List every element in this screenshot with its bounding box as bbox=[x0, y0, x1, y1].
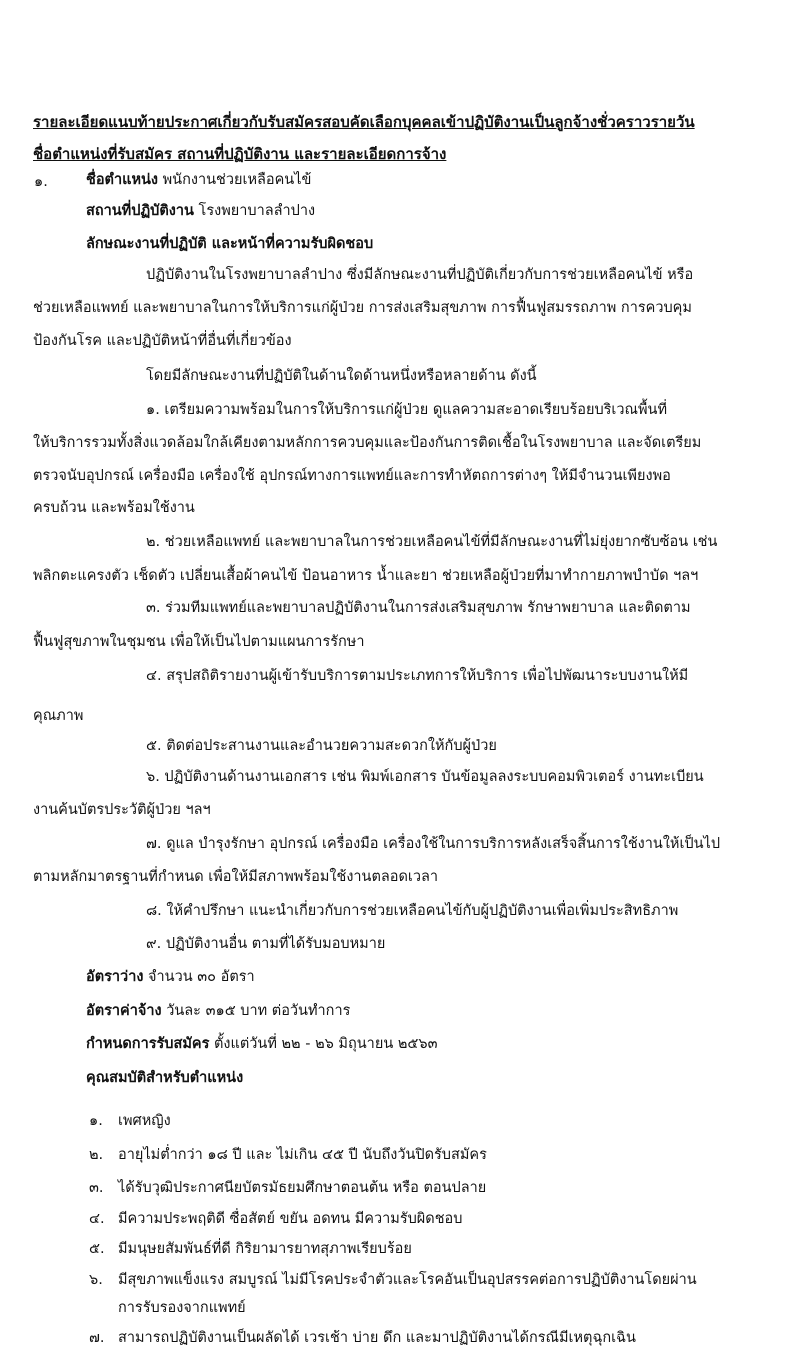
duties-heading: ลักษณะงานที่ปฏิบัติ และหน้าที่ความรับผิดชอบ bbox=[86, 236, 374, 252]
qualification-text: ได้รับวุฒิประกาศนียบัตรมัธยมศึกษาตอนต้น หรือ ตอนปลาย bbox=[118, 1180, 487, 1196]
duty-line: ๒. ช่วยเหลือแพทย์ และพยาบาลในการช่วยเหลือคนไข้ที่มีลักษณะงานที่ไม่ยุ่งยากซับซ้อน เช่น bbox=[146, 534, 718, 550]
qualification-number: ๖. bbox=[89, 1272, 103, 1288]
qualification-number: ๗. bbox=[89, 1330, 105, 1346]
duty-line: ๘. ให้คำปรึกษา แนะนำเกี่ยวกับการช่วยเหลือคนไข้กับผู้ปฏิบัติงานเพื่อเพิ่มประสิทธิภาพ bbox=[146, 903, 679, 919]
duty-line: ตามหลักมาตรฐานที่กำหนด เพื่อให้มีสภาพพร้อมใช้งานตลอดเวลา bbox=[33, 869, 439, 885]
qualifications-heading: คุณสมบัติสำหรับตำแหน่ง bbox=[86, 1070, 244, 1086]
header-line-1: รายละเอียดแนบท้ายประกาศเกี่ยวกับรับสมัครสอบคัดเลือกบุคคลเข้าปฏิบัติงานเป็นลูกจ้างชั่วคราวรายวัน bbox=[33, 113, 695, 131]
header-line-2: ชื่อตำแหน่งที่รับสมัคร สถานที่ปฏิบัติงาน และรายละเอียดการจ้าง bbox=[33, 145, 447, 163]
duty-line: ๕. ติดต่อประสานงานและอำนวยความสะดวกให้กับผู้ป่วย bbox=[146, 738, 497, 754]
duty-line: ๔. สรุปสถิติรายงานผู้เข้ารับบริการตามประเภทการให้บริการ เพื่อไปพัฒนาระบบงานให้มี bbox=[146, 668, 689, 684]
location-line bbox=[86, 200, 315, 222]
section-number: ๑. bbox=[34, 174, 48, 190]
intro-line: ป้องกันโรค และปฏิบัติหน้าที่อื่นที่เกี่ยวข้อง bbox=[33, 333, 292, 349]
duty-line: ๙. ปฏิบัติงานอื่น ตามที่ได้รับมอบหมาย bbox=[146, 936, 386, 952]
duty-line: ๗. ดูแล บำรุงรักษา อุปกรณ์ เครื่องมือ เครื่องใช้ในการบริการหลังเสร็จสิ้นการใช้งานให้เป็นไป bbox=[146, 836, 721, 852]
apply-label: กำหนดการรับสมัคร bbox=[86, 1036, 210, 1052]
location-value: โรงพยาบาลลำปาง bbox=[198, 203, 316, 219]
apply-line bbox=[86, 1033, 438, 1055]
qualification-number: ๓. bbox=[89, 1180, 104, 1196]
duties-intro: โดยมีลักษณะงานที่ปฏิบัติในด้านใดด้านหนึ่งหรือหลายด้าน ดังนี้ bbox=[146, 368, 537, 384]
qualification-text: มีสุขภาพแข็งแรง สมบูรณ์ ไม่มีโรคประจำตัวและโรคอันเป็นอุปสรรคต่อการปฏิบัติงานโดยผ่าน bbox=[118, 1272, 697, 1288]
position-label: ชื่อตำแหน่ง bbox=[86, 172, 159, 188]
duty-line: ให้บริการรวมทั้งสิ่งแวดล้อมใกล้เคียงตามหลักการควบคุมและป้องกันการติดเชื้อในโรงพยาบาล และจัดเตรียม bbox=[33, 435, 702, 451]
vacancy-label: อัตราว่าง bbox=[86, 969, 144, 985]
intro-line: ปฏิบัติงานในโรงพยาบาลลำปาง ซึ่งมีลักษณะงานที่ปฏิบัติเกี่ยวกับการช่วยเหลือคนไข้ หรือ bbox=[146, 267, 694, 283]
qualification-number: ๒. bbox=[89, 1147, 104, 1163]
duty-line: ตรวจนับอุปกรณ์ เครื่องมือ เครื่องใช้ อุปกรณ์ทางการแพทย์และการทำหัตถการต่างๆ ให้มีจำนวนเพียงพอ bbox=[33, 468, 671, 484]
qualification-text: สามารถปฏิบัติงานเป็นผลัดได้ เวรเช้า บ่าย ดึก และมาปฏิบัติงานได้กรณีมีเหตุฉุกเฉิน bbox=[118, 1330, 636, 1346]
location-label: สถานที่ปฏิบัติงาน bbox=[86, 203, 194, 219]
qualification-number: ๑. bbox=[89, 1113, 103, 1129]
position-line bbox=[86, 169, 311, 191]
duty-line: ๖. ปฏิบัติงานด้านงานเอกสาร เช่น พิมพ์เอกสาร บันข้อมูลลงระบบคอมพิวเตอร์ งานทะเบียน bbox=[146, 769, 704, 785]
duty-line: ครบถ้วน และพร้อมใช้งาน bbox=[33, 500, 195, 516]
qualification-text: เพศหญิง bbox=[118, 1113, 171, 1129]
duty-line: ๑. เตรียมความพร้อมในการให้บริการแก่ผู้ป่วย ดูแลความสะอาดเรียบร้อยบริเวณพื้นที่ bbox=[146, 402, 668, 418]
duty-line: งานค้นบัตรประวัติผู้ป่วย ฯลฯ bbox=[33, 802, 211, 818]
qualification-text: อายุไม่ต่ำกว่า ๑๘ ปี และ ไม่เกิน ๔๕ ปี นับถึงวันปิดรับสมัคร bbox=[118, 1147, 487, 1163]
wage-label: อัตราค่าจ้าง bbox=[86, 1003, 162, 1019]
wage-value: วันละ ๓๑๕ บาท ต่อวันทำการ bbox=[166, 1003, 351, 1019]
qualification-number: ๕. bbox=[89, 1241, 105, 1257]
vacancy-line bbox=[86, 966, 255, 988]
intro-line: ช่วยเหลือแพทย์ และพยาบาลในการให้บริการแก่ผู้ป่วย การส่งเสริมสุขภาพ การฟื้นฟูสมรรถภาพ การควบคุม bbox=[33, 300, 692, 316]
qualification-text: การรับรองจากแพทย์ bbox=[118, 1300, 246, 1316]
duty-line: คุณภาพ bbox=[33, 708, 84, 724]
qualification-text: มีมนุษยสัมพันธ์ที่ดี กิริยามารยาทสุภาพเรียบร้อย bbox=[118, 1241, 412, 1257]
duty-line: ๓. ร่วมทีมแพทย์และพยาบาลปฏิบัติงานในการส่งเสริมสุขภาพ รักษาพยาบาล และติดตาม bbox=[146, 600, 691, 616]
duty-line: ฟื้นฟูสุขภาพในชุมชน เพื่อให้เป็นไปตามแผนการรักษา bbox=[33, 634, 365, 650]
vacancy-value: จำนวน ๓๐ อัตรา bbox=[148, 969, 255, 985]
qualification-number: ๔. bbox=[89, 1211, 105, 1227]
apply-value: ตั้งแต่วันที่ ๒๒ - ๒๖ มิถุนายน ๒๕๖๓ bbox=[214, 1036, 438, 1052]
wage-line bbox=[86, 1000, 350, 1022]
position-value: พนักงานช่วยเหลือคนไข้ bbox=[162, 172, 312, 188]
duty-line: พลิกตะแครงตัว เช็ดตัว เปลี่ยนเสื้อผ้าคนไข้ ป้อนอาหาร น้ำและยา ช่วยเหลือผู้ป่วยที่มาทำกายภาพบำบัด ฯลฯ bbox=[33, 568, 699, 584]
qualification-text: มีความประพฤติดี ซื่อสัตย์ ขยัน อดทน มีความรับผิดชอบ bbox=[118, 1211, 463, 1227]
